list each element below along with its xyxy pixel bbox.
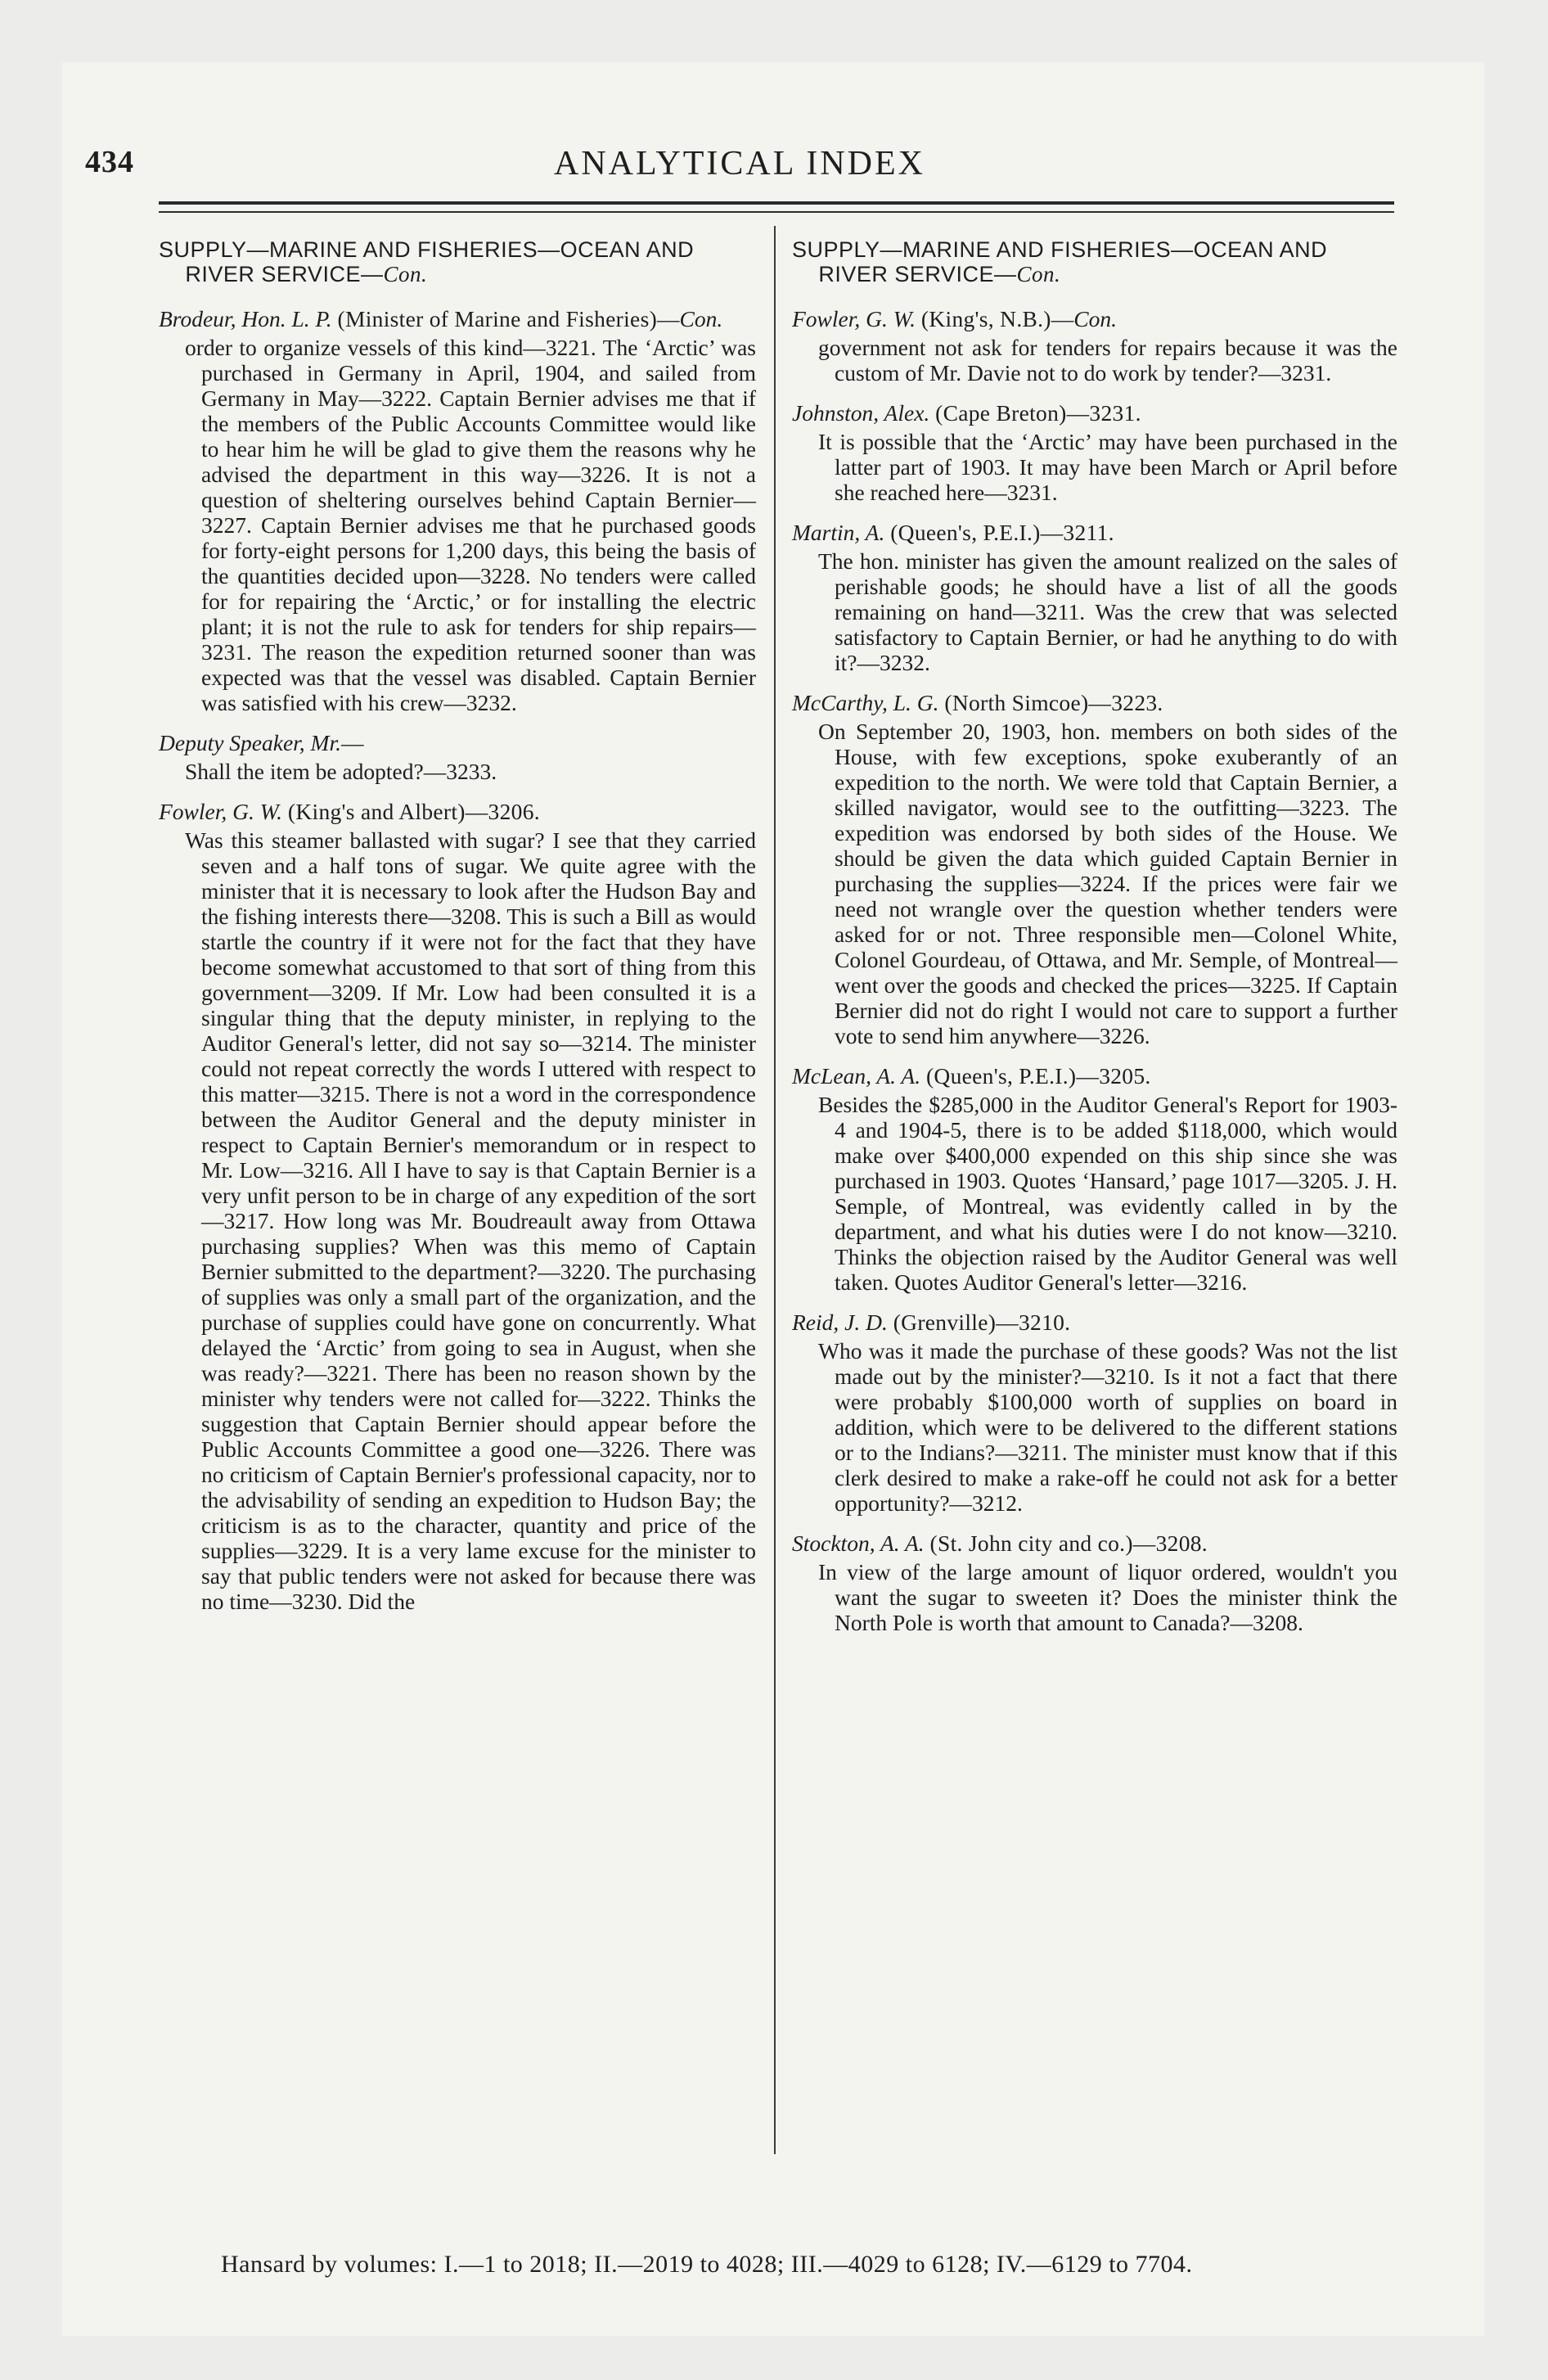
column-divider: [774, 226, 776, 2154]
entry-text: Shall the item be adopted?—3233.: [185, 759, 497, 784]
speaker-riding: (Queen's, P.E.I.)—3205.: [925, 1063, 1151, 1089]
index-entry: [792, 690, 1397, 1048]
entry-text: It is possible that the ‘Arctic’ may have been purchased in the latter part of 1903. It may have been March or April before she reached here—3231.: [818, 429, 1397, 505]
index-entry: [792, 306, 1397, 385]
continued-marker: Con.: [1073, 306, 1117, 331]
speaker-riding: (North Simcoe)—3223.: [944, 690, 1163, 715]
speaker-riding: (Cape Breton)—3231.: [935, 400, 1141, 426]
entry-text: government not ask for tenders for repairs because it was the custom of Mr. Davie not to do work by tender?—3231.: [818, 335, 1397, 385]
index-entry: [792, 1309, 1397, 1516]
speaker-line: Brodeur, Hon. L. P. (Minister of Marine and Fisheries)—Con.: [159, 306, 723, 331]
speaker-name: McLean, A. A.: [792, 1063, 921, 1089]
index-entry: [792, 1063, 1397, 1295]
entry-text: Besides the $285,000 in the Auditor General's Report for 1903-4 and 1904-5, there is to be added $118,000, which would make over $400,000 expended on this ship since she was purchased in 1903. Quotes ‘Hansard,’ page 1017—3205. J. H. Semple, of Montreal, was evidently called in by the department, and what his duties were I do not know—3210. Thinks the objection raised by the Auditor General was well taken. Quotes Auditor General's letter—3216.: [818, 1092, 1397, 1295]
header-rule-thick: [159, 201, 1394, 205]
speaker-line: Fowler, G. W. (King's, N.B.)—Con.: [792, 306, 1117, 331]
hansard-volumes-footer: Hansard by volumes: I.—1 to 2018; II.—2019 to 4028; III.—4029 to 6128; IV.—6129 to 7704.: [221, 2251, 1193, 2278]
speaker-name: Stockton, A. A.: [792, 1530, 925, 1556]
entry-text: The hon. minister has given the amount realized on the sales of perishable goods; he should have a list of all the goods remaining on hand—3211. Was the crew that was selected satisfactory to Captain Bernier, or had he anything to do with it?—3232.: [818, 548, 1397, 675]
section-heading: SUPPLY—MARINE AND FISHERIES—OCEAN AND RIVER SERVICE—Con.: [792, 237, 1328, 286]
section-heading: SUPPLY—MARINE AND FISHERIES—OCEAN AND RIVER SERVICE—Con.: [159, 237, 695, 286]
speaker-name: McCarthy, L. G.: [792, 690, 939, 715]
index-entry: [792, 1530, 1397, 1635]
speaker-riding: (Queen's, P.E.I.)—3211.: [890, 520, 1114, 545]
left-column: [159, 237, 756, 1629]
speaker-riding: (St. John city and co.)—3208.: [929, 1530, 1208, 1556]
entry-text: On September 20, 1903, hon. members on both sides of the House, with few exceptions, spoke exuberantly of an expedition to the north. We were told that Captain Bernier, a skilled navigator, would see to the outfitting—3223. The expedition was endorsed by both sides of the House. We should be given the data which guided Captain Bernier in purchasing the supplies—3224. If the prices were fair we need not wrangle over the question whether tenders were asked for or not. Three responsible men—Colonel White, Colonel Gourdeau, of Ottawa, and Mr. Semple, of Montreal—went over the goods and checked the prices—3225. If Captain Bernier did not do right I would not care to support a further vote to send him anywhere—3226.: [818, 719, 1397, 1048]
index-entry: [159, 799, 756, 1614]
speaker-name: Brodeur, Hon. L. P.: [159, 306, 332, 331]
entry-text: order to organize vessels of this kind—3221. The ‘Arctic’ was purchased in Germany in April, 1904, and sailed from Germany in May—3222. Captain Bernier advises me that if the members of the Public Accounts Committee would like to hear him he will be glad to give them the reasons why he advised the department in this way—3226. It is not a question of sheltering ourselves behind Captain Bernier—3227. Captain Bernier advises me that he purchased goods for forty-eight persons for 1,200 days, this being the basis of the quantities decided upon—3228. No tenders were called for for repairing the ‘Arctic,’ or for installing the electric plant; it is not the rule to ask for tenders for ship repairs—3231. The reason the expedition returned sooner than was expected was that the vessel was disabled. Captain Bernier was satisfied with his crew—3232.: [185, 335, 756, 715]
index-entry: [792, 520, 1397, 675]
speaker-line: [792, 1309, 1397, 1335]
speaker-name: Deputy Speaker, Mr.: [159, 730, 341, 755]
right-column: [792, 237, 1397, 1650]
speaker-name: Fowler, G. W.: [159, 799, 283, 824]
speaker-line: [792, 400, 1397, 426]
speaker-line: [792, 520, 1397, 545]
speaker-line: [159, 799, 756, 824]
running-title: ANALYTICAL INDEX: [554, 145, 925, 183]
speaker-riding: (King's and Albert)—3206.: [287, 799, 540, 824]
speaker-line: [792, 1530, 1397, 1556]
speaker-line: [792, 1063, 1397, 1089]
index-entry: [159, 306, 756, 715]
entry-text: Who was it made the purchase of these goods? Was not the list made out by the minister?—3210. Is it not a fact that there were probably $100,000 worth of supplies on board in addition, which were to be delivered to the different stations or to the Indians?—3211. The minister must know that if this clerk desired to make a rake-off he could not ask for a better opportunity?—3212.: [818, 1338, 1397, 1516]
speaker-riding: (Minister of Marine and Fisheries): [337, 306, 658, 331]
speaker-line: Deputy Speaker, Mr.—: [159, 730, 364, 755]
page-number: 434: [85, 145, 134, 179]
header-rule-thin: [159, 211, 1394, 213]
index-entry: [792, 400, 1397, 505]
speaker-line: [792, 690, 1397, 715]
entry-text: In view of the large amount of liquor ordered, wouldn't you want the sugar to sweeten it? Does the minister think the North Pole is worth that amount to Canada?—3208.: [818, 1559, 1397, 1635]
entry-text: Was this steamer ballasted with sugar? I see that they carried seven and a half tons of sugar. We quite agree with the minister that it is necessary to look after the Hudson Bay and the fishing interests there—3208. This is such a Bill as would startle the country if it were not for the fact that they have become somewhat accustomed to that sort of thing from this government—3209. If Mr. Low had been consulted it is a singular thing that the deputy minister, in replying to the Auditor General's letter, did not say so—3214. The minister could not repeat correctly the words I uttered with respect to this matter—3215. There is not a word in the correspondence between the Auditor General and the deputy minister in respect to Captain Bernier's memorandum or in respect to Mr. Low—3216. All I have to say is that Captain Bernier is a very unfit person to be in charge of any expedition of the sort—3217. How long was Mr. Boudreault away from Ottawa purchasing supplies? When was this memo of Captain Bernier submitted to the department?—3220. The purchasing of supplies was only a small part of the organization, and the purchase of supplies could have gone on concurrently. What delayed the ‘Arctic’ from going to sea in August, when she was ready?—3221. There has been no reason shown by the minister why tenders were not called for—3222. Thinks the suggestion that Captain Bernier should appear before the Public Accounts Committee a good one—3226. There was no criticism of Captain Bernier's professional capacity, nor to the advisability of sending an expedition to Hudson Bay; the criticism is as to the character, quantity and price of the supplies—3229. It is a very lame excuse for the minister to say that public tenders were not asked for because there was no time—3230. Did the: [185, 827, 756, 1614]
speaker-riding: (Grenville)—3210.: [893, 1309, 1071, 1335]
continued-marker: Con.: [679, 306, 723, 331]
speaker-name: Reid, J. D.: [792, 1309, 888, 1335]
speaker-name: Fowler, G. W.: [792, 306, 916, 331]
index-entry: [159, 730, 756, 784]
speaker-name: Johnston, Alex.: [792, 400, 930, 426]
speaker-riding: (King's, N.B.): [920, 306, 1051, 331]
page-header: [85, 144, 1394, 193]
speaker-name: Martin, A.: [792, 520, 885, 545]
